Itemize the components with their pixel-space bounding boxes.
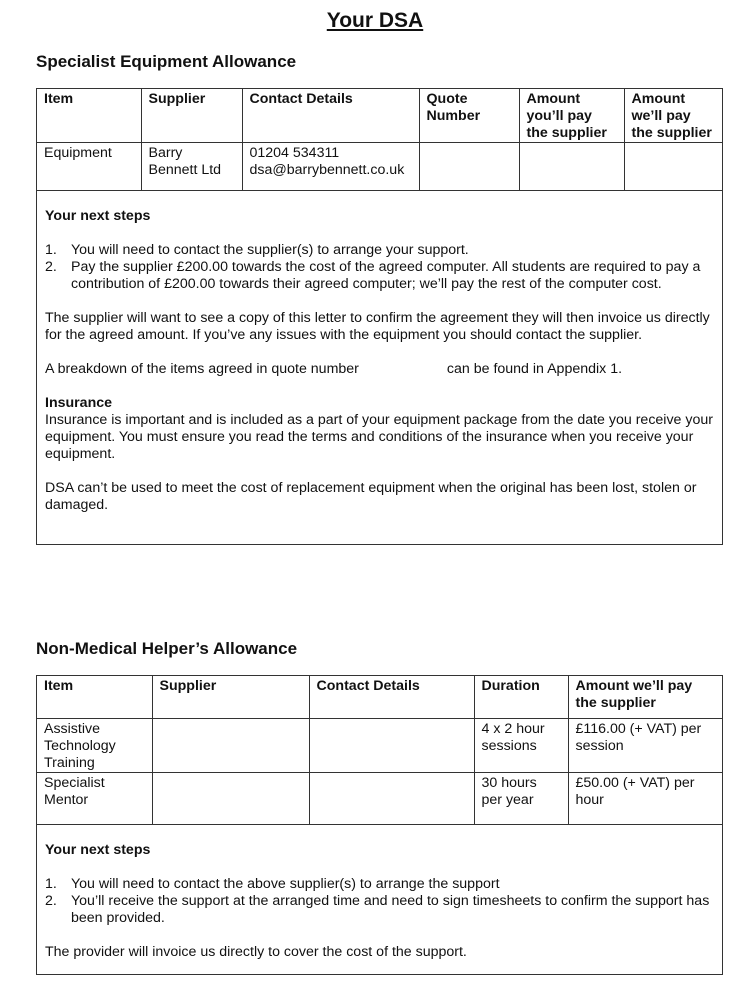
contact-cell <box>309 772 474 824</box>
quote-number-cell <box>419 143 519 191</box>
insurance-text: Insurance is important and is included as a part of your equipment package from the date you receive your equipment. You must ensure you read the terms and conditions of the insurance when you receive your equipment. <box>45 412 713 462</box>
helper-notes <box>37 825 722 961</box>
page-title: Your DSA <box>326 9 424 32</box>
supplier-line: Bennett Ltd <box>148 162 222 178</box>
amount-we-pay-cell <box>624 143 722 191</box>
invoice-note: The provider will invoice us directly to cover the cost of the support. <box>45 943 467 960</box>
supplier-note: The supplier will want to see a copy of this letter to confirm the agreement they will then invoice us directly for the agreed amount. If you’ve any issues with the equipment you should contact the supplier. <box>45 310 710 343</box>
replacement-note: DSA can’t be used to meet the cost of replacement equipment when the original has been lost, stolen or damaged. <box>45 480 697 513</box>
duration-cell: 4 x 2 hour sessions <box>474 718 568 772</box>
supplier-cell <box>152 718 309 772</box>
contact-cell <box>242 143 419 191</box>
insurance-heading: Insurance <box>45 395 113 411</box>
next-steps-heading: Your next steps <box>45 208 151 224</box>
item-cell: Equipment <box>37 143 141 191</box>
equipment-notes <box>37 191 722 514</box>
contact-email: dsa@barrybennett.co.uk <box>249 162 405 178</box>
item-cell: Assistive Technology Training <box>37 718 152 772</box>
next-steps-heading: Your next steps <box>45 841 151 858</box>
list-item: 2. Pay the supplier £200.00 towards the cost of the agreed computer. All students are required to pay a contribution of £200.00 towards their agreed computer; we’ll pay the rest of the computer cost. <box>45 259 701 292</box>
list-item: 2. You’ll receive the support at the arranged time and need to sign timesheets to confirm the support has been provided. <box>45 892 710 926</box>
supplier-cell <box>141 143 242 191</box>
amount-cell: £116.00 (+ VAT) per session <box>568 718 722 772</box>
specialist-equipment-box <box>36 88 723 545</box>
next-steps-list <box>45 876 714 927</box>
next-steps-list <box>45 242 714 293</box>
item-cell: Specialist Mentor <box>37 772 152 824</box>
column-header: Contact Details <box>309 676 474 718</box>
list-item: 1. You will need to contact the supplier(s) to arrange your support. <box>45 242 469 258</box>
column-header: Supplier <box>152 676 309 718</box>
supplier-line: Barry <box>148 145 183 161</box>
specialist-equipment-table <box>37 89 722 191</box>
column-header: Quote Number <box>419 89 519 143</box>
non-medical-helper-heading: Non-Medical Helper’s Allowance <box>36 639 298 658</box>
column-header: Duration <box>474 676 568 718</box>
table-row <box>37 143 722 191</box>
column-header: Amount we’ll pay the supplier <box>624 89 722 143</box>
non-medical-helper-box <box>36 675 723 975</box>
duration-cell: 30 hours per year <box>474 772 568 824</box>
breakdown-note: A breakdown of the items agreed in quote number can be found in Appendix 1. <box>45 361 623 377</box>
specialist-equipment-heading: Specialist Equipment Allowance <box>36 52 297 71</box>
table-header-row <box>37 89 722 143</box>
table-row <box>37 718 722 772</box>
column-header: Supplier <box>141 89 242 143</box>
column-header: Item <box>37 676 152 718</box>
column-header: Contact Details <box>242 89 419 143</box>
column-header: Amount you’ll pay the supplier <box>519 89 624 143</box>
supplier-cell <box>152 772 309 824</box>
column-header: Item <box>37 89 141 143</box>
amount-cell: £50.00 (+ VAT) per hour <box>568 772 722 824</box>
amount-you-pay-cell <box>519 143 624 191</box>
table-row <box>37 772 722 824</box>
contact-cell <box>309 718 474 772</box>
table-header-row <box>37 676 722 718</box>
column-header: Amount we’ll pay the supplier <box>568 676 722 718</box>
list-item: 1. You will need to contact the above supplier(s) to arrange the support <box>45 875 500 892</box>
contact-phone: 01204 534311 <box>249 145 340 161</box>
non-medical-helper-table <box>37 676 722 825</box>
